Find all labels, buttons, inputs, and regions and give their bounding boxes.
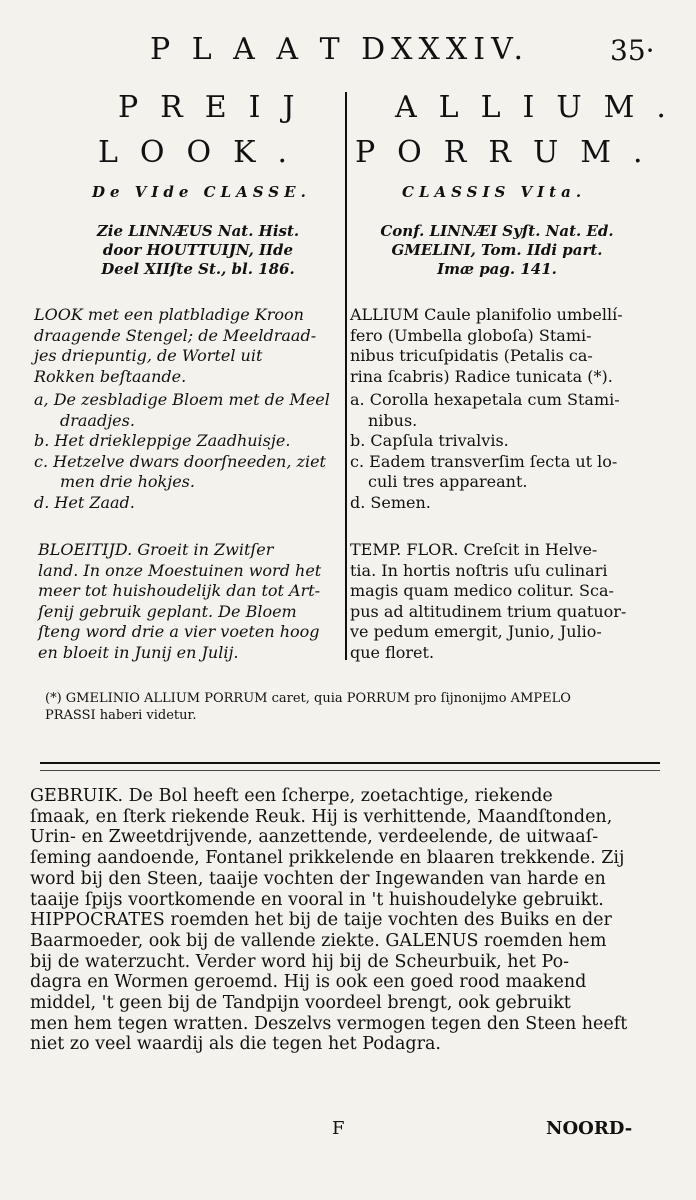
plate-title: P L A A T DXXXIV. bbox=[150, 32, 530, 67]
page-number: 35· bbox=[610, 34, 655, 67]
ref-line: Zie LINNÆUS Nat. Hist. bbox=[96, 222, 300, 240]
dutch-name-look: LOOK. bbox=[98, 135, 310, 170]
bloom-line: ve pedum emergit, Junio, Julio- bbox=[350, 622, 602, 641]
ref-line: Conf. LINNÆI Syſt. Nat. Ed. bbox=[380, 222, 614, 240]
footnote-line: (*) GMELINIO ALLIUM PORRUM caret, quia PORRUM pro ſijnonijmo AMPELO bbox=[45, 691, 571, 706]
footnote bbox=[45, 690, 665, 724]
ref-line: Deel XIIſte St., bl. 186. bbox=[101, 260, 295, 278]
usage-line: Baarmoeder, ook bij de vallende ziekte. GALENUS roemden hem bbox=[30, 930, 607, 951]
bloom-line: en bloeit in Junij en Julij. bbox=[38, 642, 239, 662]
desc-line: jes driepuntig, de Wortel uit bbox=[34, 346, 263, 365]
desc-line: rina ſcabris) Radice tunicata (*). bbox=[350, 366, 613, 386]
footnote-line: PRASSI haberi videtur. bbox=[45, 708, 197, 723]
desc-line: draagende Stengel; de Meeldraad- bbox=[34, 325, 317, 345]
usage-line: ſeming aandoende, Fontanel prikkelende en blaaren trekkende. Zij bbox=[30, 848, 625, 869]
part-line: d. Semen. bbox=[350, 492, 431, 512]
bloom-line: tia. In hortis noſtris uſu culinari bbox=[350, 560, 608, 580]
part-line: nibus. bbox=[368, 410, 418, 430]
part-line: c. Hetzelve dwars doorſneeden, ziet bbox=[34, 451, 326, 471]
usage-line: men hem tegen wratten. Deszelvs vermogen tegen den Steen heeft bbox=[30, 1013, 628, 1034]
usage-line: Urin- en Zweetdrijvende, aanzettende, verdeelende, de uitwaaſ- bbox=[30, 827, 599, 848]
latin-name-porrum: PORRUM. bbox=[355, 135, 665, 170]
dutch-classe: De VIde CLASSE. bbox=[92, 183, 311, 201]
usage-paragraph bbox=[30, 786, 670, 1055]
usage-line: HIPPOCRATES roemden het bij de taije vochten des Buiks en der bbox=[30, 910, 612, 931]
signature-mark: F bbox=[332, 1118, 345, 1139]
ref-line: Imæ pag. 141. bbox=[437, 260, 557, 278]
dutch-description bbox=[34, 305, 339, 387]
column-divider bbox=[345, 92, 347, 660]
dutch-parts bbox=[34, 390, 339, 513]
part-line: d. Het Zaad. bbox=[34, 492, 135, 512]
latin-references bbox=[352, 222, 642, 279]
part-line: draadjes. bbox=[60, 410, 135, 430]
latin-bloom bbox=[350, 540, 665, 663]
dutch-references bbox=[58, 222, 338, 279]
bloom-line: ſenij gebruik geplant. De Bloem bbox=[38, 601, 297, 621]
part-line: men drie hokjes. bbox=[60, 472, 195, 491]
part-line: a. Corolla hexapetala cum Stami- bbox=[350, 390, 620, 409]
bloom-line: land. In onze Moestuinen word het bbox=[38, 560, 322, 580]
desc-line: nibus tricuſpidatis (Petalis ca- bbox=[350, 346, 593, 365]
usage-line: taaije ſpijs voortkomende en vooral in 't huishoudelyke gebruikt. bbox=[30, 889, 604, 910]
ref-line: GMELINI, Tom. IIdi part. bbox=[391, 241, 603, 259]
ref-line: door HOUTTUIJN, IIde bbox=[102, 241, 294, 259]
desc-line: fero (Umbella globoſa) Stami- bbox=[350, 325, 592, 345]
bloom-line: ſteng word drie a vier voeten hoog bbox=[38, 622, 320, 641]
bloom-line: meer tot huishoudelijk dan tot Art- bbox=[38, 581, 321, 600]
part-line: c. Eadem transverſim ſecta ut lo- bbox=[350, 451, 618, 471]
usage-line: middel, 't geen bij de Tandpijn voordeel brengt, ook gebruikt bbox=[30, 993, 571, 1014]
catchword: NOORD- bbox=[546, 1118, 633, 1139]
part-line: b. Capſula trivalvis. bbox=[350, 431, 509, 450]
desc-line: ALLIUM Caule planifolio umbellí- bbox=[350, 305, 623, 324]
latin-parts bbox=[350, 390, 665, 513]
section-rule-thin bbox=[40, 770, 660, 771]
bloom-line: magis quam medico colitur. Sca- bbox=[350, 581, 614, 600]
desc-line: Rokken beſtaande. bbox=[34, 366, 187, 386]
bloom-line: que floret. bbox=[350, 642, 435, 662]
usage-line: word bij den Steen, taaije vochten der Ingewanden van harde en bbox=[30, 868, 606, 889]
bloom-line: pus ad altitudinem trium quatuor- bbox=[350, 601, 627, 621]
usage-line: niet zo veel waardij als die tegen het Podagra. bbox=[30, 1034, 441, 1055]
part-line: a, De zesbladige Bloem met de Meel bbox=[34, 390, 330, 409]
usage-line: ſmaak, en ſterk riekende Reuk. Hij is verhittende, Maandſtonden, bbox=[30, 806, 613, 827]
latin-description bbox=[350, 305, 665, 387]
bloom-line: TEMP. FLOR. Creſcit in Helve- bbox=[350, 540, 598, 559]
usage-line: bij de waterzucht. Verder word hij bij de Scheurbuik, het Po- bbox=[30, 951, 570, 972]
section-rule bbox=[40, 762, 660, 764]
dutch-name-preij: PREIJ bbox=[118, 90, 317, 125]
latin-classis: CLASSIS VIta. bbox=[402, 183, 587, 201]
usage-line: dagra en Wormen geroemd. Hij is ook een goed rood maakend bbox=[30, 972, 587, 993]
part-line: culi tres appareant. bbox=[368, 472, 528, 491]
usage-line: GEBRUIK. De Bol heeft een ſcherpe, zoetachtige, riekende bbox=[30, 786, 553, 806]
dutch-bloom bbox=[38, 540, 338, 663]
part-line: b. Het driekleppige Zaadhuisje. bbox=[34, 431, 291, 450]
bloom-line: BLOEITIJD. Groeit in Zwitſer bbox=[38, 540, 274, 559]
latin-name-allium: ALLIUM. bbox=[395, 90, 688, 125]
desc-line: LOOK met een platbladige Kroon bbox=[34, 305, 304, 324]
